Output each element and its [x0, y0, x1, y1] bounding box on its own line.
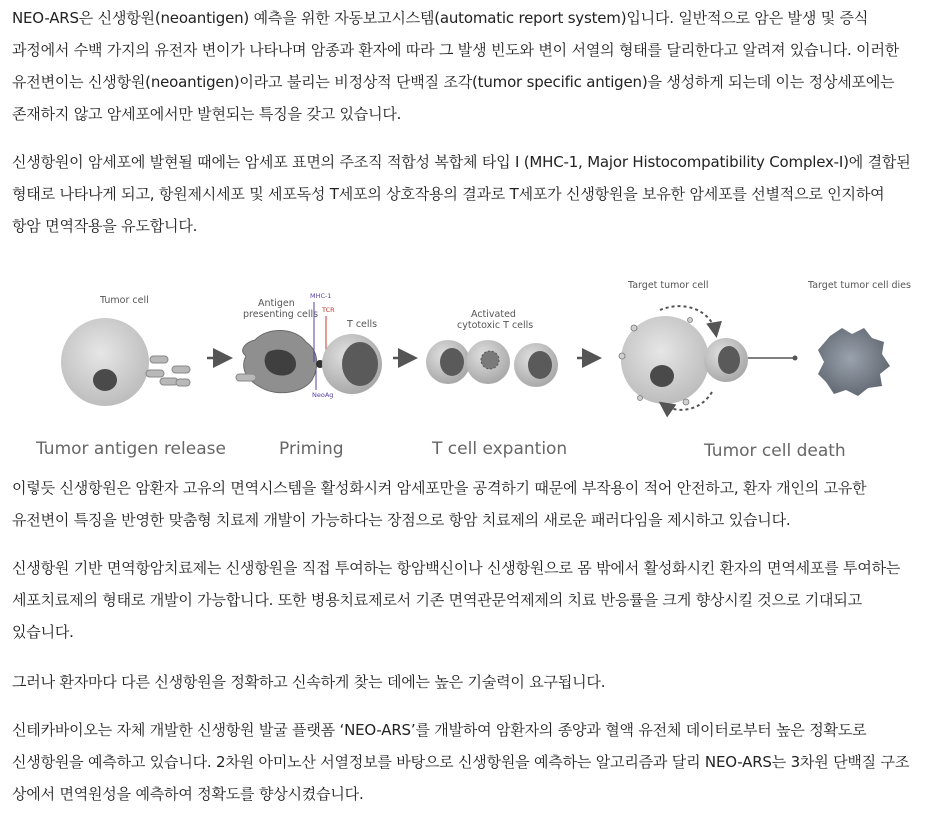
t-cells-label: T cells — [347, 319, 378, 330]
tcr-label: TCR — [322, 306, 335, 314]
stage-label-priming: Priming — [279, 439, 344, 459]
tumor-cell-nucleus — [93, 369, 117, 391]
advantage-paragraph: 이렇듯 신생항원은 암환자 고유의 면역시스템을 활성화시켜 암세포만을 공격하기 때문에 부작용이 적어 안전하고, 환자 개인의 고유한 유전변이 특징을 반영한 맞춤형 치료제 개발이 가능하다는 장점으로 항암 치료제의 새로운 패러다임을 제시하고 있습니다. — [12, 479, 867, 529]
target-tumor-nucleus — [650, 365, 674, 387]
tumor-cell-label: Tumor cell — [100, 295, 149, 306]
arrow-4-dot — [793, 356, 798, 361]
target-tumor-cell-dies-label: Target tumor cell dies — [808, 280, 911, 291]
mechanism-paragraph: 신생항원이 암세포에 발현될 때에는 암세포 표면의 주조직 적합성 복합체 타입 I (MHC-1, Major Histocompatibility Complex-I)에 결합된 형태로 나타나게 되고, 항원제시세포 및 세포독성 T세포의 상호작용의 결과로 T세포가 신생항원을 보유한 암세포를 선별적으로 인지하여 항암 면역작용을 유도합니다. — [12, 153, 911, 235]
challenge-paragraph: 그러나 환자마다 다른 신생항원을 정확하고 신속하게 찾는 데에는 높은 기술력이 요구됩니다. — [12, 673, 606, 691]
intro-paragraph: NEO-ARS은 신생항원(neoantigen) 예측을 위한 자동보고시스템(automatic report system)입니다. 일반적으로 암은 발생 및 증식 과정에서 수백 가지의 유전자 변이가 나타나며 암종과 환자에 따라 그 발생 빈도와 변이 서열의 형태를 달리한다고 알려져 있습니다. 이러한 유전변이는 신생항원(neoantigen)이라고 불리는 비정상적 단백질 조각(tumor specific antigen)을 생성하게 되는데 이는 정상세포에는 존재하지 않고 암세포에서만 발현되는 특징을 갖고 있습니다. — [12, 9, 900, 123]
tumor-cell — [61, 318, 149, 406]
stage-label-antigen-release: Tumor antigen release — [36, 439, 226, 459]
stage-label-t-cell-expansion: T cell expantion — [432, 439, 568, 459]
immune-response-figure — [0, 270, 927, 466]
stage-label-tumor-cell-death: Tumor cell death — [704, 441, 846, 461]
naive-t-cell-nucleus — [342, 342, 378, 386]
activated-label-line1: Activated — [471, 309, 516, 320]
activated-label-line2: cytotoxic T cells — [457, 320, 534, 331]
neoag-label: NeoAg — [312, 391, 334, 399]
released-antigen-fragments — [146, 356, 190, 386]
neo-ars-paragraph: 신테카바이오는 자체 개발한 신생항원 발굴 플랫폼 ‘NEO-ARS’를 개발하여 암환자의 종양과 혈액 유전체 데이터로부터 높은 정확도로 신생항원을 예측하고 있습니다. 2차원 아미노산 서열정보를 바탕으로 신생항원을 예측하는 알고리즘과 달리 NEO-ARS는 3차원 단백질 구조 상에서 면역원성을 예측하여 정확도를 향상시켰습니다. — [12, 721, 910, 803]
apc-label-line2: presenting cells — [243, 309, 319, 320]
target-tumor-cell-label: Target tumor cell — [628, 280, 709, 291]
cytotoxic-t-cell-nucleus — [718, 346, 740, 374]
captured-antigen — [236, 374, 256, 381]
dead-tumor-cell — [818, 328, 890, 396]
apc-label-line1: Antigen — [258, 298, 295, 309]
therapy-paragraph: 신생항원 기반 면역항암치료제는 신생항원을 직접 투여하는 항암백신이나 신생항원으로 몸 밖에서 활성화시킨 환자의 면역세포를 투여하는 세포치료제의 형태로 개발이 가능합니다. 또한 병용치료제로서 기존 면역관문억제제의 치료 반응률을 크게 향상시킬 것으로 기대되고 있습니다. — [12, 559, 901, 641]
figure-illustration — [0, 270, 927, 466]
mhc1-label: MHC-1 — [310, 292, 332, 300]
activated-t-cells — [426, 340, 558, 387]
